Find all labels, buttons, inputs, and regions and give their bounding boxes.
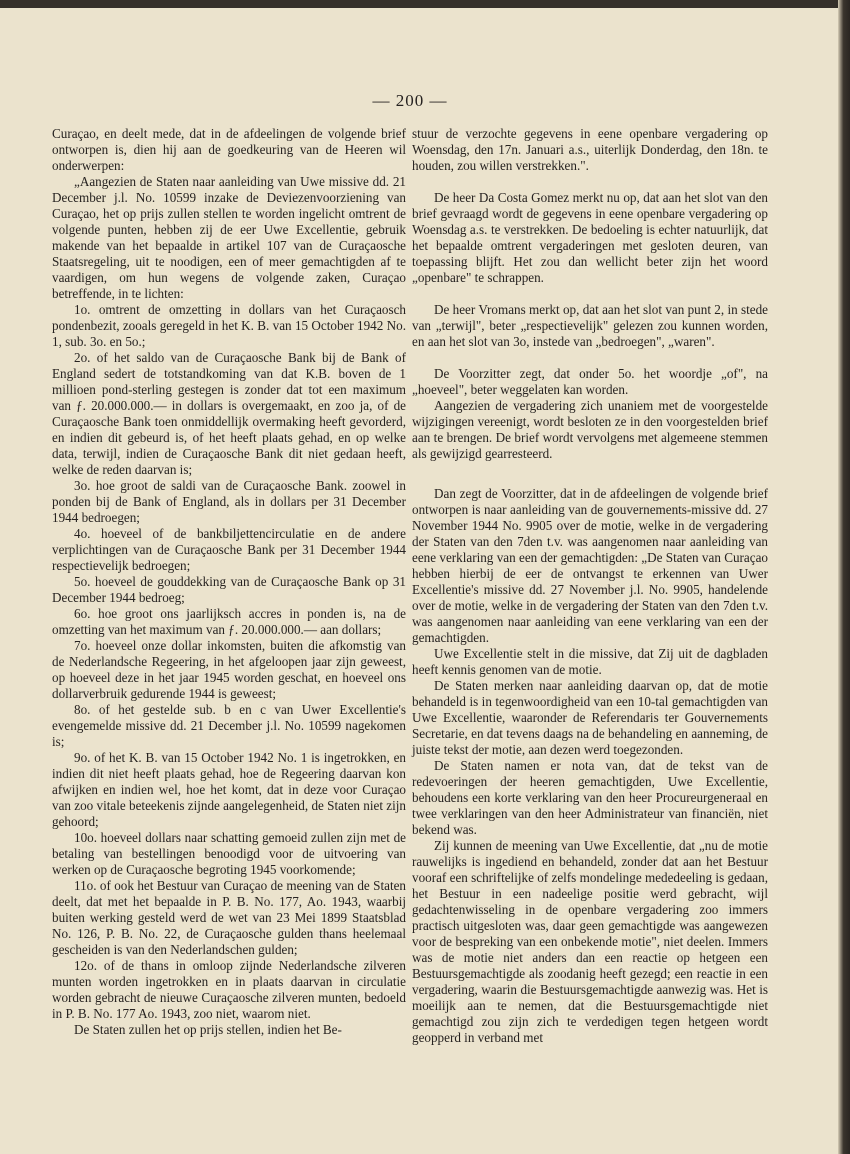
right-column <box>412 126 768 1046</box>
paragraph: 3o. hoe groot de saldi van de Curaçaosche Bank. zoowel in ponden bij de Bank of England, als in dollars per 31 December 1944 bedroegen; <box>52 478 406 525</box>
paragraph: 4o. hoeveel of de bankbiljettencirculatie en de andere verplichtingen van de Curaçaosche Bank per 31 December 1944 respectievelijk bedroegen; <box>52 526 406 573</box>
paragraph: 5o. hoeveel de gouddekking van de Curaçaosche Bank op 31 December 1944 bedroeg; <box>52 574 406 605</box>
paragraph: Uwe Excellentie stelt in die missive, dat Zij uit de dagbladen heeft kennis genomen van de motie. <box>412 646 768 677</box>
paragraph: 7o. hoeveel onze dollar inkomsten, buiten die afkomstig van de Nederlandsche Regeering, in het afgeloopen jaar zijn geweest, op hoeveel deze in het jaar 1945 worden geschat, en hoeveel ons dollarverbruik gedurende 1944 is geweest; <box>52 638 406 701</box>
paragraph: stuur de verzochte gegevens in eene openbare vergadering op Woensdag, den 17n. Januari a.s., uiterlijk Donderdag, den 18n. te houden, zou willen verstrekken.". <box>412 126 768 173</box>
paragraph: 2o. of het saldo van de Curaçaosche Bank bij de Bank of England sedert de totstandkoming van dat K.B. boven de 1 millioen pond-sterling gestegen is zonder dat tot een maximum van ƒ. 20.000.000.— in dollars is overgemaakt, en zoo ja, of de Curaçaosche Bank toen onmiddellijk overmaking heeft gevorderd, en indien dit gebeurd is, of het heeft plaats gehad, en op welke data, terwijl, indien de Curaçaosche Bank dit niet gedaan heeft, welke de reden daarvan is; <box>52 350 406 477</box>
paragraph: 1o. omtrent de omzetting in dollars van het Curaçaosch pondenbezit, zooals geregeld in het K. B. van 15 October 1942 No. 1, sub. 3o. en 5o.; <box>52 302 406 349</box>
paragraph: 11o. of ook het Bestuur van Curaçao de meening van de Staten deelt, dat met het bepaalde in P. B. No. 177, Ao. 1943, waarbij buiten werking gesteld werd de wet van 23 Mei 1899 Staatsblad No. 126, P. B. No. 22, de Curaçaosche gulden thans heelemaal gescheiden is van den Nederlandschen gulden; <box>52 878 406 957</box>
paragraph: 10o. hoeveel dollars naar schatting gemoeid zullen zijn met de betaling van bestellingen benoodigd voor de uitvoering van werken op de Curaçaosche begroting 1945 voorkomende; <box>52 830 406 877</box>
paragraph: 8o. of het gestelde sub. b en c van Uwer Excellentie's evengemelde missive dd. 21 December j.l. No. 10599 nagekomen is; <box>52 702 406 749</box>
page-number: — 200 — <box>372 91 448 110</box>
paragraph: Aangezien de vergadering zich unaniem met de voorgestelde wijzigingen vereenigt, wordt besloten ze in den voorgestelden brief aan te brengen. De brief wordt vervolgens met algemeene stemmen als gewijzigd gearresteerd. <box>412 398 768 461</box>
paragraph: Curaçao, en deelt mede, dat in de afdeelingen de volgende brief ontworpen is, dien hij aan de goedkeuring van de Heeren wil onderwerpen: <box>52 126 406 173</box>
paragraph: 12o. of de thans in omloop zijnde Nederlandsche zilveren munten worden ingetrokken en in plaats daarvan in circulatie worden gebracht de nieuwe Curaçaosche zilveren munten, bedoeld in P. B. No. 177 Ao. 1943, zoo niet, waarom niet. <box>52 958 406 1021</box>
paragraph: De Staten namen er nota van, dat de tekst van de redevoeringen der heeren gemachtigden, Uwe Excellentie, behoudens een korte verklaring van den heer Procureurgeneraal en twee verklaringen van den heer Administrateur van financiën, niet bekend was. <box>412 758 768 837</box>
paragraph: De heer Vromans merkt op, dat aan het slot van punt 2, in stede van „terwijl", beter „respectievelijk" gelezen zou kunnen worden, en aan het slot van 3o, instede van „bedroegen", „waren". <box>412 302 768 349</box>
paragraph: 9o. of het K. B. van 15 October 1942 No. 1 is ingetrokken, en indien dit niet heeft plaats gehad, hoe de Regeering daarvan kon afwijken en indien wel, hoe het komt, dat in deze voor Curaçao van zoo vitale beteekenis zijnde aangelegenheid, de Staten niet zijn gehoord; <box>52 750 406 829</box>
paragraph: De Voorzitter zegt, dat onder 5o. het woordje „of", na „hoeveel", beter weggelaten kan worden. <box>412 366 768 397</box>
paragraph: De Staten zullen het op prijs stellen, indien het Be- <box>74 1022 342 1037</box>
paragraph: De Staten merken naar aanleiding daarvan op, dat de motie behandeld is in tegenwoordigheid van een 10-tal gemachtigden van Uwe Excellentie, waaronder de Referendaris ter Gouvernements Secretarie, en dat tevens daags na de behandeling en aanneming, de juiste tekst der motie, aan dezen werd toegezonden. <box>412 678 768 757</box>
paragraph: „Aangezien de Staten naar aanleiding van Uwe missive dd. 21 December j.l. No. 10599 inzake de Deviezenvoorziening van Curaçao, het op prijs zullen stellen te worden ingelicht omtrent de volgende punten, hebben zij de eer Uwe Excellentie, gebruik makende van het bepaalde in artikel 107 van de Curaçaosche Staatsregeling, uit te noodigen, een of meer gemachtigden af te vaardigen, om hun wegens de volgende zaken, Curaçao betreffende, in te lichten: <box>52 174 406 301</box>
left-column <box>52 126 406 1038</box>
paragraph: De heer Da Costa Gomez merkt nu op, dat aan het slot van den brief gevraagd wordt de gegevens in eene openbare vergadering op Woensdag a.s. te verstrekken. De bedoeling is echter natuurlijk, dat het bepaalde omtrent vergaderingen met gesloten deuren, van toepassing blijft. Het zou dan wellicht beter zijn het woord „openbare" te schrappen. <box>412 190 768 285</box>
paragraph: 6o. hoe groot ons jaarlijksch accres in ponden is, na de omzetting van het maximum van ƒ. 20.000.000.— aan dollars; <box>52 606 406 637</box>
paragraph: Zij kunnen de meening van Uwe Excellentie, dat „nu de motie rauwelijks is ingediend en behandeld, zonder dat aan het Bestuur vooraf een schriftelijke of zelfs mondelinge mededeeling is gedaan, het Bestuur in een nadeelige positie werd gebracht, wijl gedachtenwisseling in de openbare vergadering zoo immers practisch uitgesloten was, daar geen gemachtigde was aangewezen voor de bespreking van een onbekende motie", niet deelen. Immers was de motie niet anders dan een reactie op hetgeen een Bestuursgemachtigde als zoodanig heeft gezegd; een reactie in een vergadering, waarin die Bestuursgemachtigde aanwezig was. Het is moeilijk aan te nemen, dat die Bestuursgemachtigde niet gemachtigd zou zijn zich te verdedigen tegen hetgeen wordt geopperd in verband met <box>412 838 768 1045</box>
paragraph: Dan zegt de Voorzitter, dat in de afdeelingen de volgende brief ontworpen is naar aanleiding van de gouvernements-missive dd. 27 November 1944 No. 9905 over de motie, welke in de vergadering der Staten van den 7den t.v. was aangenomen naar aanleiding van eene verklaring van een der gemachtigden: „De Staten van Curaçao hebben hierbij de eer de ontvangst te erkennen van Uwer Excellentie's missive dd. 27 November j.l. No. 9905, handelende over de motie, welke in de vergadering der Staten van den 7den t.v. was aangenomen naar aanleiding van eene verklaring van een der gemachtigden. <box>412 486 768 645</box>
scan-border-right <box>838 0 850 1154</box>
scan-border-top <box>0 0 850 8</box>
